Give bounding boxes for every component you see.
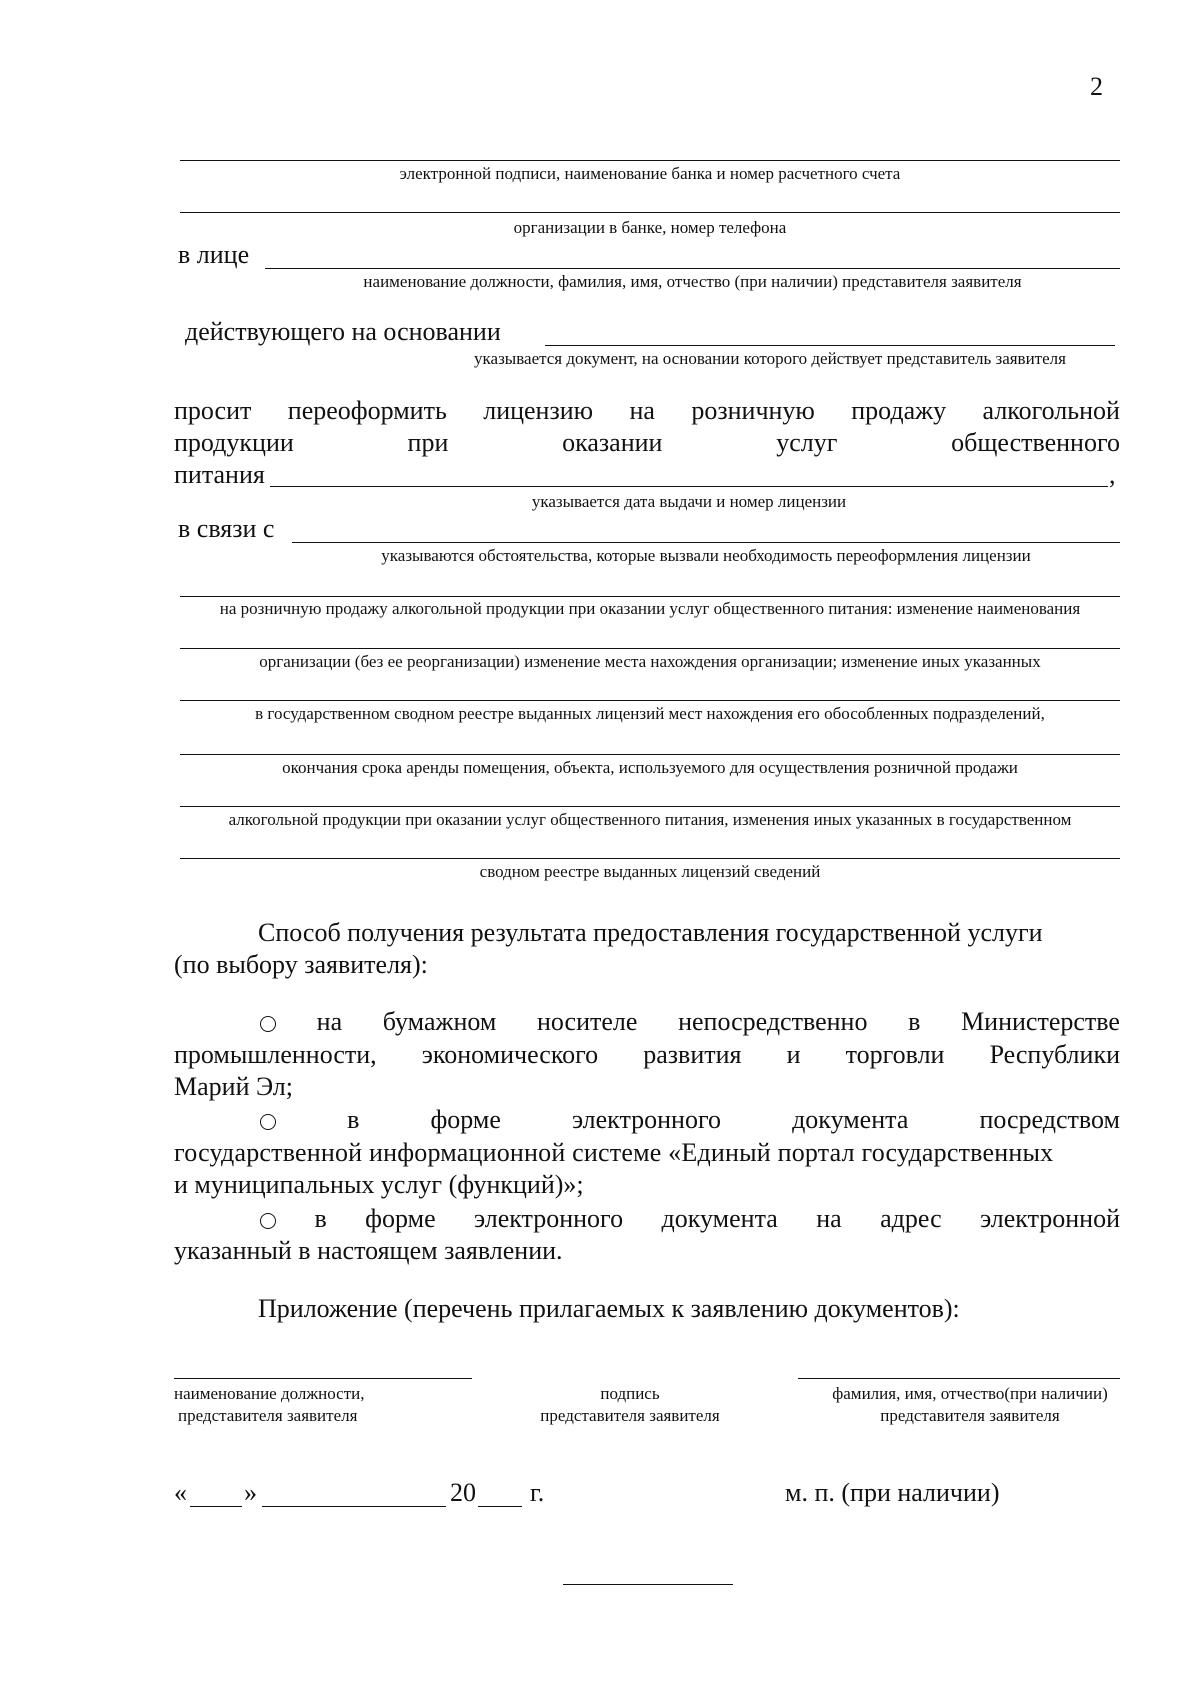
word: на <box>629 396 655 425</box>
word: экономического <box>421 1040 599 1069</box>
reason-caption: указываются обстоятельства, которые вызвали необходимость переоформления лицензии <box>381 546 1031 565</box>
date-open-quote: « <box>174 1478 187 1507</box>
sign-caption-2: представителя заявителя <box>540 1406 720 1425</box>
license-line[interactable] <box>270 486 1108 487</box>
option-1-line-3: Марий Эл; <box>174 1072 294 1101</box>
word: в <box>908 1007 921 1036</box>
word: и <box>786 1040 801 1069</box>
word: продажу <box>851 396 947 425</box>
name-caption-2: представителя заявителя <box>880 1406 1060 1425</box>
reason-line-5[interactable] <box>180 754 1120 755</box>
date-year-suffix: г. <box>530 1478 545 1507</box>
option-3-line-1 <box>260 1204 1120 1234</box>
radio-icon[interactable] <box>260 1105 276 1135</box>
radio-icon[interactable] <box>260 1204 276 1234</box>
date-close-quote: » <box>244 1478 257 1507</box>
name-signature-line[interactable] <box>798 1378 1120 1379</box>
reason-caption-5: окончания срока аренды помещения, объекта, используемого для осуществления розничной продажи <box>282 758 1018 777</box>
word: услуг <box>776 428 838 457</box>
word: адрес <box>880 1204 942 1233</box>
basis-caption: указывается документ, на основании которого действует представитель заявителя <box>474 349 1066 368</box>
representative-label: в лице <box>178 240 250 269</box>
radio-icon[interactable] <box>260 1007 276 1037</box>
position-caption-2: представителя заявителя <box>178 1406 358 1425</box>
method-heading-line-1: Способ получения результата предоставления государственной услуги <box>258 918 1043 947</box>
word: общественного <box>951 428 1120 457</box>
method-heading-line-2: (по выбору заявителя): <box>174 950 428 979</box>
word: Республики <box>989 1040 1120 1069</box>
stamp-place: м. п. (при наличии) <box>785 1478 1000 1507</box>
reason-line-3[interactable] <box>180 648 1120 649</box>
reason-caption-3: организации (без ее реорганизации) изменение места нахождения организации; изменение иных указанных <box>259 652 1041 671</box>
word: промышленности, <box>174 1040 377 1069</box>
position-signature-line[interactable] <box>174 1378 472 1379</box>
word: электронного <box>474 1204 624 1233</box>
reason-line[interactable] <box>292 542 1120 543</box>
word: просит <box>174 396 252 425</box>
request-line-1 <box>174 396 1120 426</box>
word: оказании <box>562 428 663 457</box>
request-line-3-word: питания <box>174 460 265 489</box>
word: развития <box>643 1040 742 1069</box>
reason-caption-7: сводном реестре выданных лицензий сведений <box>479 862 821 881</box>
representative-caption: наименование должности, фамилия, имя, отчество (при наличии) представителя заявителя <box>363 272 1022 291</box>
basis-label: действующего на основании <box>185 317 501 346</box>
attachment-heading: Приложение (перечень прилагаемых к заявлению документов): <box>258 1294 960 1323</box>
word: посредством <box>979 1105 1120 1134</box>
reason-caption-2: на розничную продажу алкогольной продукции при оказании услуг общественного питания: изменение наименования <box>219 599 1081 618</box>
basis-line[interactable] <box>545 345 1115 346</box>
word: бумажном <box>382 1007 497 1036</box>
reason-line-7[interactable] <box>180 858 1120 859</box>
word: алкогольной <box>982 396 1120 425</box>
word: форме <box>430 1105 501 1134</box>
word: документа <box>661 1204 778 1233</box>
word: форме <box>365 1204 436 1233</box>
date-year-prefix: 20 <box>450 1478 476 1507</box>
name-caption-1: фамилия, имя, отчество(при наличии) <box>832 1384 1108 1403</box>
reason-line-6[interactable] <box>180 806 1120 807</box>
date-day-line[interactable] <box>190 1506 242 1507</box>
bank-line[interactable] <box>180 160 1120 161</box>
option-1-line-1 <box>260 1007 1120 1037</box>
phone-caption: организации в банке, номер телефона <box>513 218 787 237</box>
option-2-line-1 <box>260 1105 1120 1135</box>
reason-label: в связи с <box>178 514 275 543</box>
word: в <box>314 1204 327 1233</box>
word: продукции <box>174 428 294 457</box>
option-2-line-2: государственной информационной системе «Единый портал государственных <box>174 1138 1054 1167</box>
word: лицензию <box>483 396 594 425</box>
date-month-line[interactable] <box>262 1506 446 1507</box>
position-caption-1: наименование должности, <box>174 1384 365 1403</box>
word: на <box>316 1007 343 1036</box>
reason-line-4[interactable] <box>180 700 1120 701</box>
word: переоформить <box>287 396 447 425</box>
word: непосредственно <box>678 1007 868 1036</box>
closing-separator <box>563 1584 733 1585</box>
reason-line-2[interactable] <box>180 596 1120 597</box>
word: документа <box>792 1105 909 1134</box>
page-number: 2 <box>1090 72 1103 101</box>
word: в <box>347 1105 360 1134</box>
phone-line[interactable] <box>180 212 1120 213</box>
date-year-line[interactable] <box>478 1506 522 1507</box>
word: на <box>816 1204 842 1233</box>
word: при <box>407 428 449 457</box>
representative-line[interactable] <box>265 268 1120 269</box>
license-caption: указывается дата выдачи и номер лицензии <box>531 492 847 511</box>
reason-caption-6: алкогольной продукции при оказании услуг общественного питания, изменения иных указанных в государственном <box>228 810 1072 829</box>
sign-caption-1: подпись <box>600 1384 660 1403</box>
request-line-2 <box>174 428 1120 458</box>
word: розничную <box>691 396 815 425</box>
word: носителе <box>536 1007 638 1036</box>
reason-caption-4: в государственном сводном реестре выданных лицензий мест нахождения его обособленных подразделений, <box>255 704 1045 723</box>
word: электронного <box>571 1105 721 1134</box>
bank-caption: электронной подписи, наименование банка и номер расчетного счета <box>399 164 901 183</box>
license-line-comma: , <box>1109 460 1116 489</box>
word: торговли <box>845 1040 945 1069</box>
option-1-line-2 <box>174 1040 1120 1070</box>
word: электронной <box>980 1204 1120 1233</box>
option-2-line-3: и муниципальных услуг (функций)»; <box>174 1170 584 1199</box>
option-3-line-2: указанный в настоящем заявлении. <box>174 1236 563 1265</box>
word: Министерстве <box>961 1007 1120 1036</box>
